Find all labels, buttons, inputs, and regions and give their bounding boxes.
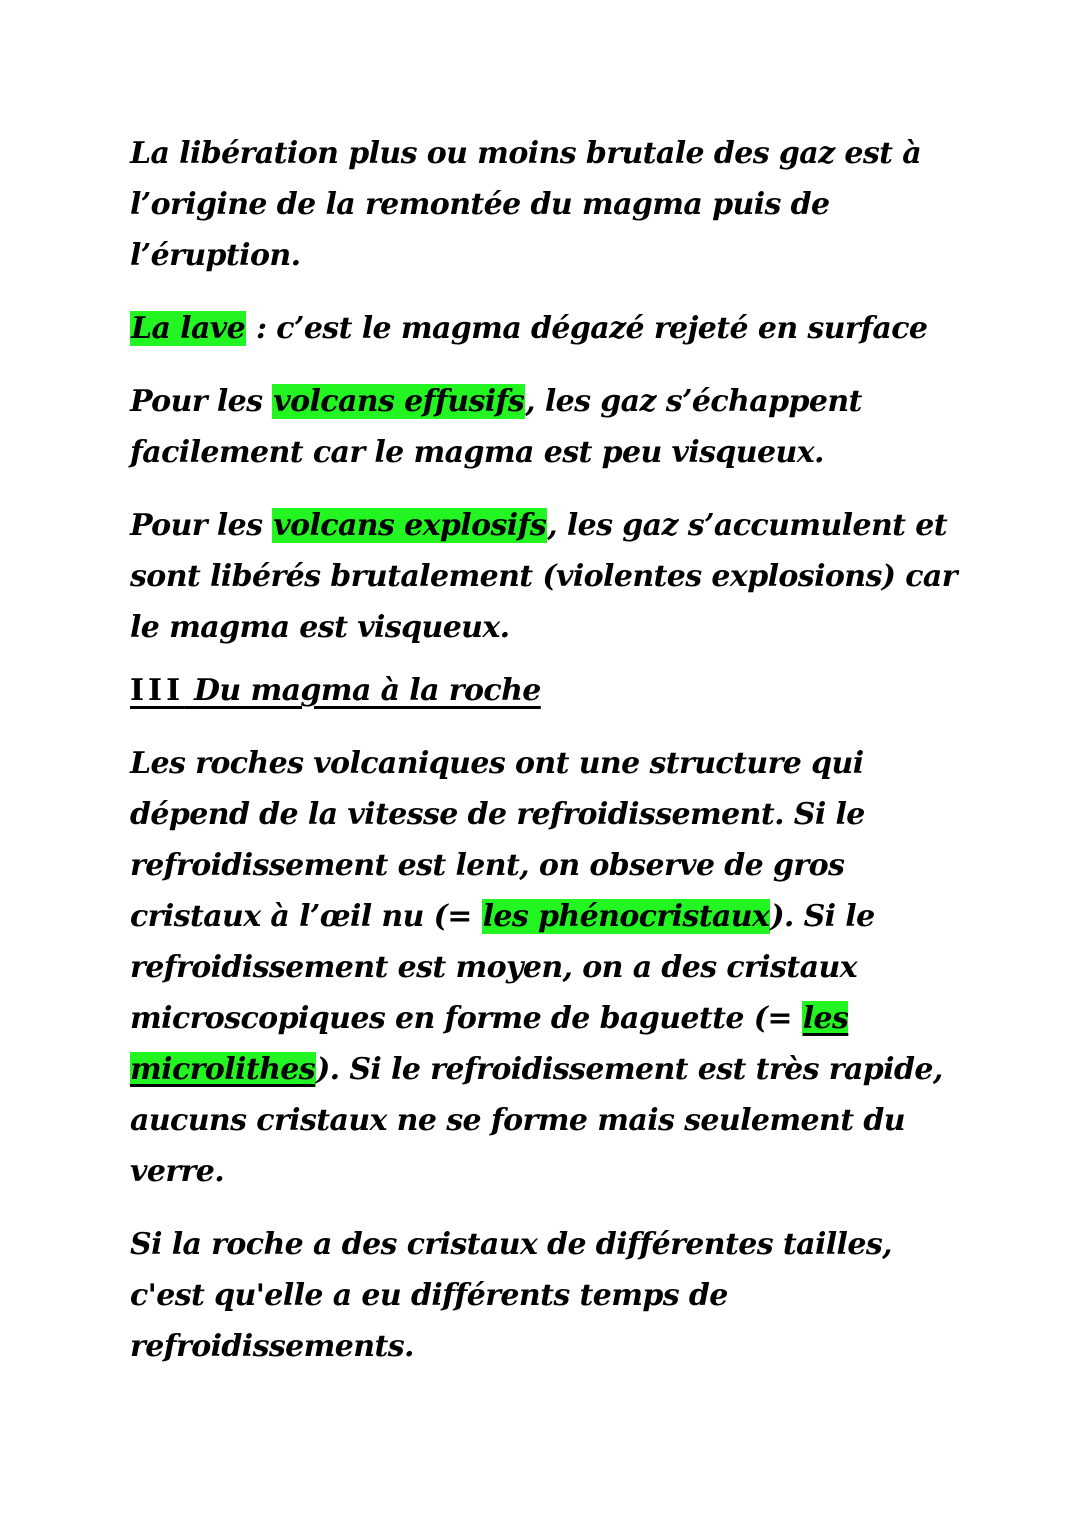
lava-definition-text: : c’est le magma dégazé rejeté en surface bbox=[246, 311, 928, 346]
document-page bbox=[130, 128, 960, 1372]
section-number: III bbox=[130, 673, 185, 708]
paragraph-explosive-volcanoes bbox=[130, 500, 960, 653]
highlighted-term-lava: La lave bbox=[131, 311, 246, 346]
text: ). Si le refroidissement est très rapide, aucuns cristaux ne se forme mais seulement du verre. bbox=[130, 1052, 943, 1189]
text: Pour les bbox=[130, 508, 273, 543]
highlighted-term-phenocrystals: les phénocristaux bbox=[482, 899, 770, 934]
text: , les gaz s’échappent facilement car le magma est peu visqueux. bbox=[130, 384, 862, 470]
paragraph-effusive-volcanoes bbox=[130, 376, 960, 478]
section-heading bbox=[130, 665, 960, 716]
highlighted-term-explosive: volcans explosifs bbox=[273, 508, 547, 543]
paragraph-crystal-sizes: Si la roche a des cristaux de différentes tailles, c'est qu'elle a eu différents temps de refroidissements. bbox=[130, 1227, 892, 1364]
section-title: Du magma à la roche bbox=[193, 673, 541, 708]
text: , les gaz s’accumulent et sont libérés brutalement (violentes explosions) car le magma est visqueux. bbox=[130, 508, 957, 645]
text: Les roches volcaniques ont une structure qui dépend de la vitesse de refroidissement. Si le refroidissement est lent, on observe de gros cristaux à l’œil nu (= bbox=[130, 746, 865, 934]
paragraph-gas-release: La libération plus ou moins brutale des gaz est à l’origine de la remontée du magma puis de l’éruption. bbox=[130, 136, 922, 273]
highlighted-term-microliths: les microlithes bbox=[130, 1001, 849, 1087]
paragraph-lava-definition bbox=[130, 303, 960, 354]
text: ). Si le refroidissement est moyen, on a des cristaux microscopiques en forme de baguette (= bbox=[130, 899, 875, 1036]
paragraph-volcanic-rock-structure bbox=[130, 738, 960, 1197]
highlighted-term-effusive: volcans effusifs bbox=[273, 384, 525, 419]
text: Pour les bbox=[130, 384, 273, 419]
